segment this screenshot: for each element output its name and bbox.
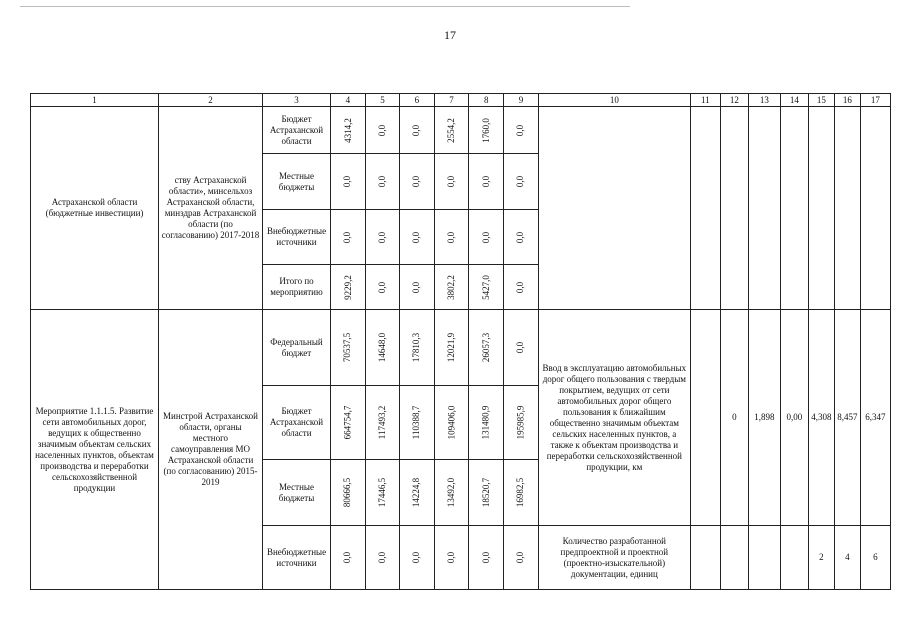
value-cell: 3802,2 xyxy=(434,265,469,310)
header-cell: 4 xyxy=(331,94,366,107)
header-cell: 5 xyxy=(365,94,399,107)
value-cell: 4314,2 xyxy=(331,107,366,154)
funding-source: Бюджет Астраханской области xyxy=(263,107,331,154)
value-cell: 1760,0 xyxy=(469,107,504,154)
funding-source: Бюджет Астраханской области xyxy=(263,386,331,460)
value-cell: 0,0 xyxy=(469,526,504,590)
value-cell: 0,0 xyxy=(434,210,469,265)
value-cell: 117493,2 xyxy=(365,386,399,460)
executor-cell: Минстрой Астраханской области, органы местного самоуправления МО Астраханской области (по согласованию) 2015-2019 xyxy=(159,310,263,590)
page-number: 17 xyxy=(444,28,456,42)
header-cell: 16 xyxy=(834,94,860,107)
value-cell: 9229,2 xyxy=(331,265,366,310)
value-cell: 0,0 xyxy=(434,154,469,210)
value-cell: 0,0 xyxy=(365,526,399,590)
header-cell: 7 xyxy=(434,94,469,107)
indicator-value xyxy=(748,526,780,590)
value-cell: 0,0 xyxy=(504,107,539,154)
value-cell: 110388,7 xyxy=(400,386,434,460)
value-cell: 0,0 xyxy=(331,210,366,265)
value-cell: 109406,0 xyxy=(434,386,469,460)
value-cell: 5427,0 xyxy=(469,265,504,310)
value-cell: 0,0 xyxy=(504,265,539,310)
indicator-value xyxy=(690,310,720,526)
header-cell: 8 xyxy=(469,94,504,107)
value-cell: 0,0 xyxy=(365,154,399,210)
measure-name: Мероприятие 1.1.1.5. Развитие сети автомобильных дорог, ведущих к общественно значимым объектам сельских населенных пунктов, объектам производства и переработки сельскохозяйственной продукции xyxy=(31,310,159,590)
executor-cell: ству Астраханской области», минсельхоз Астраханской области, минздрав Астраханской области (по согласованию) 2017-2018 xyxy=(159,107,263,310)
header-cell: 6 xyxy=(400,94,434,107)
funding-source: Местные бюджеты xyxy=(263,460,331,526)
indicator-value xyxy=(780,107,808,310)
indicator-value: 2 xyxy=(808,526,834,590)
value-cell: 18520,7 xyxy=(469,460,504,526)
indicator-value: 1,898 xyxy=(748,310,780,526)
value-cell: 0,0 xyxy=(469,154,504,210)
value-cell: 26057,3 xyxy=(469,310,504,386)
value-cell: 0,0 xyxy=(400,526,434,590)
funding-source: Федеральный бюджет xyxy=(263,310,331,386)
value-cell: 0,0 xyxy=(469,210,504,265)
header-cell: 13 xyxy=(748,94,780,107)
value-cell: 80666,5 xyxy=(331,460,366,526)
value-cell: 0,0 xyxy=(365,107,399,154)
header-cell: 15 xyxy=(808,94,834,107)
page-top-rule xyxy=(20,6,630,7)
value-cell: 14224,8 xyxy=(400,460,434,526)
funding-source: Внебюджетные источники xyxy=(263,210,331,265)
indicator-value: 6 xyxy=(860,526,890,590)
header-cell: 17 xyxy=(860,94,890,107)
header-cell: 14 xyxy=(780,94,808,107)
value-cell: 16982,5 xyxy=(504,460,539,526)
indicator-value xyxy=(748,107,780,310)
indicator-value xyxy=(860,107,890,310)
indicator-value: 6,347 xyxy=(860,310,890,526)
value-cell: 0,0 xyxy=(400,210,434,265)
value-cell: 14648,0 xyxy=(365,310,399,386)
value-cell: 0,0 xyxy=(504,210,539,265)
indicator-value xyxy=(720,107,748,310)
value-cell: 0,0 xyxy=(365,265,399,310)
value-cell: 0,0 xyxy=(331,526,366,590)
indicator-value xyxy=(690,526,720,590)
value-cell: 13492,0 xyxy=(434,460,469,526)
value-cell: 2554,2 xyxy=(434,107,469,154)
indicator-value: 0 xyxy=(720,310,748,526)
value-cell: 0,0 xyxy=(365,210,399,265)
header-cell: 2 xyxy=(159,94,263,107)
funding-source: Итого по мероприятию xyxy=(263,265,331,310)
indicator-value: 8,457 xyxy=(834,310,860,526)
indicator-cell xyxy=(538,107,690,310)
header-cell: 3 xyxy=(263,94,331,107)
value-cell: 17810,3 xyxy=(400,310,434,386)
header-cell: 10 xyxy=(538,94,690,107)
indicator-value: 4,308 xyxy=(808,310,834,526)
value-cell: 0,0 xyxy=(400,265,434,310)
value-cell: 17446,5 xyxy=(365,460,399,526)
header-cell: 1 xyxy=(31,94,159,107)
table-row xyxy=(31,107,891,154)
indicator-text: Количество разработанной предпроектной и проектной (проектно-изыскательной) документации, единиц xyxy=(538,526,690,590)
value-cell: 0,0 xyxy=(434,526,469,590)
indicator-value xyxy=(808,107,834,310)
value-cell: 70537,5 xyxy=(331,310,366,386)
table-row xyxy=(31,310,891,386)
indicator-value xyxy=(690,107,720,310)
indicator-value: 4 xyxy=(834,526,860,590)
header-row xyxy=(31,94,891,107)
value-cell: 131480,9 xyxy=(469,386,504,460)
value-cell: 195985,9 xyxy=(504,386,539,460)
value-cell: 0,0 xyxy=(504,154,539,210)
indicator-value xyxy=(780,526,808,590)
header-cell: 11 xyxy=(690,94,720,107)
indicator-value xyxy=(834,107,860,310)
value-cell: 0,0 xyxy=(504,310,539,386)
value-cell: 664754,7 xyxy=(331,386,366,460)
value-cell: 0,0 xyxy=(504,526,539,590)
funding-source: Внебюджетные источники xyxy=(263,526,331,590)
value-cell: 12021,9 xyxy=(434,310,469,386)
funding-source: Местные бюджеты xyxy=(263,154,331,210)
value-cell: 0,0 xyxy=(400,154,434,210)
indicator-value: 0,00 xyxy=(780,310,808,526)
header-cell: 12 xyxy=(720,94,748,107)
header-cell: 9 xyxy=(504,94,539,107)
indicator-text: Ввод в эксплуатацию автомобильных дорог общего пользования с твердым покрытием, ведущих от сети автомобильных дорог общего пользования к ближайшим общественно значимым объектам сельских населенных пунктов, а также к объектам производства и переработки сельскохозяйственной продукции, км xyxy=(538,310,690,526)
value-cell: 0,0 xyxy=(400,107,434,154)
program-table xyxy=(30,93,891,590)
indicator-value xyxy=(720,526,748,590)
measure-name: Астраханской области (бюджетные инвестиции) xyxy=(31,107,159,310)
value-cell: 0,0 xyxy=(331,154,366,210)
